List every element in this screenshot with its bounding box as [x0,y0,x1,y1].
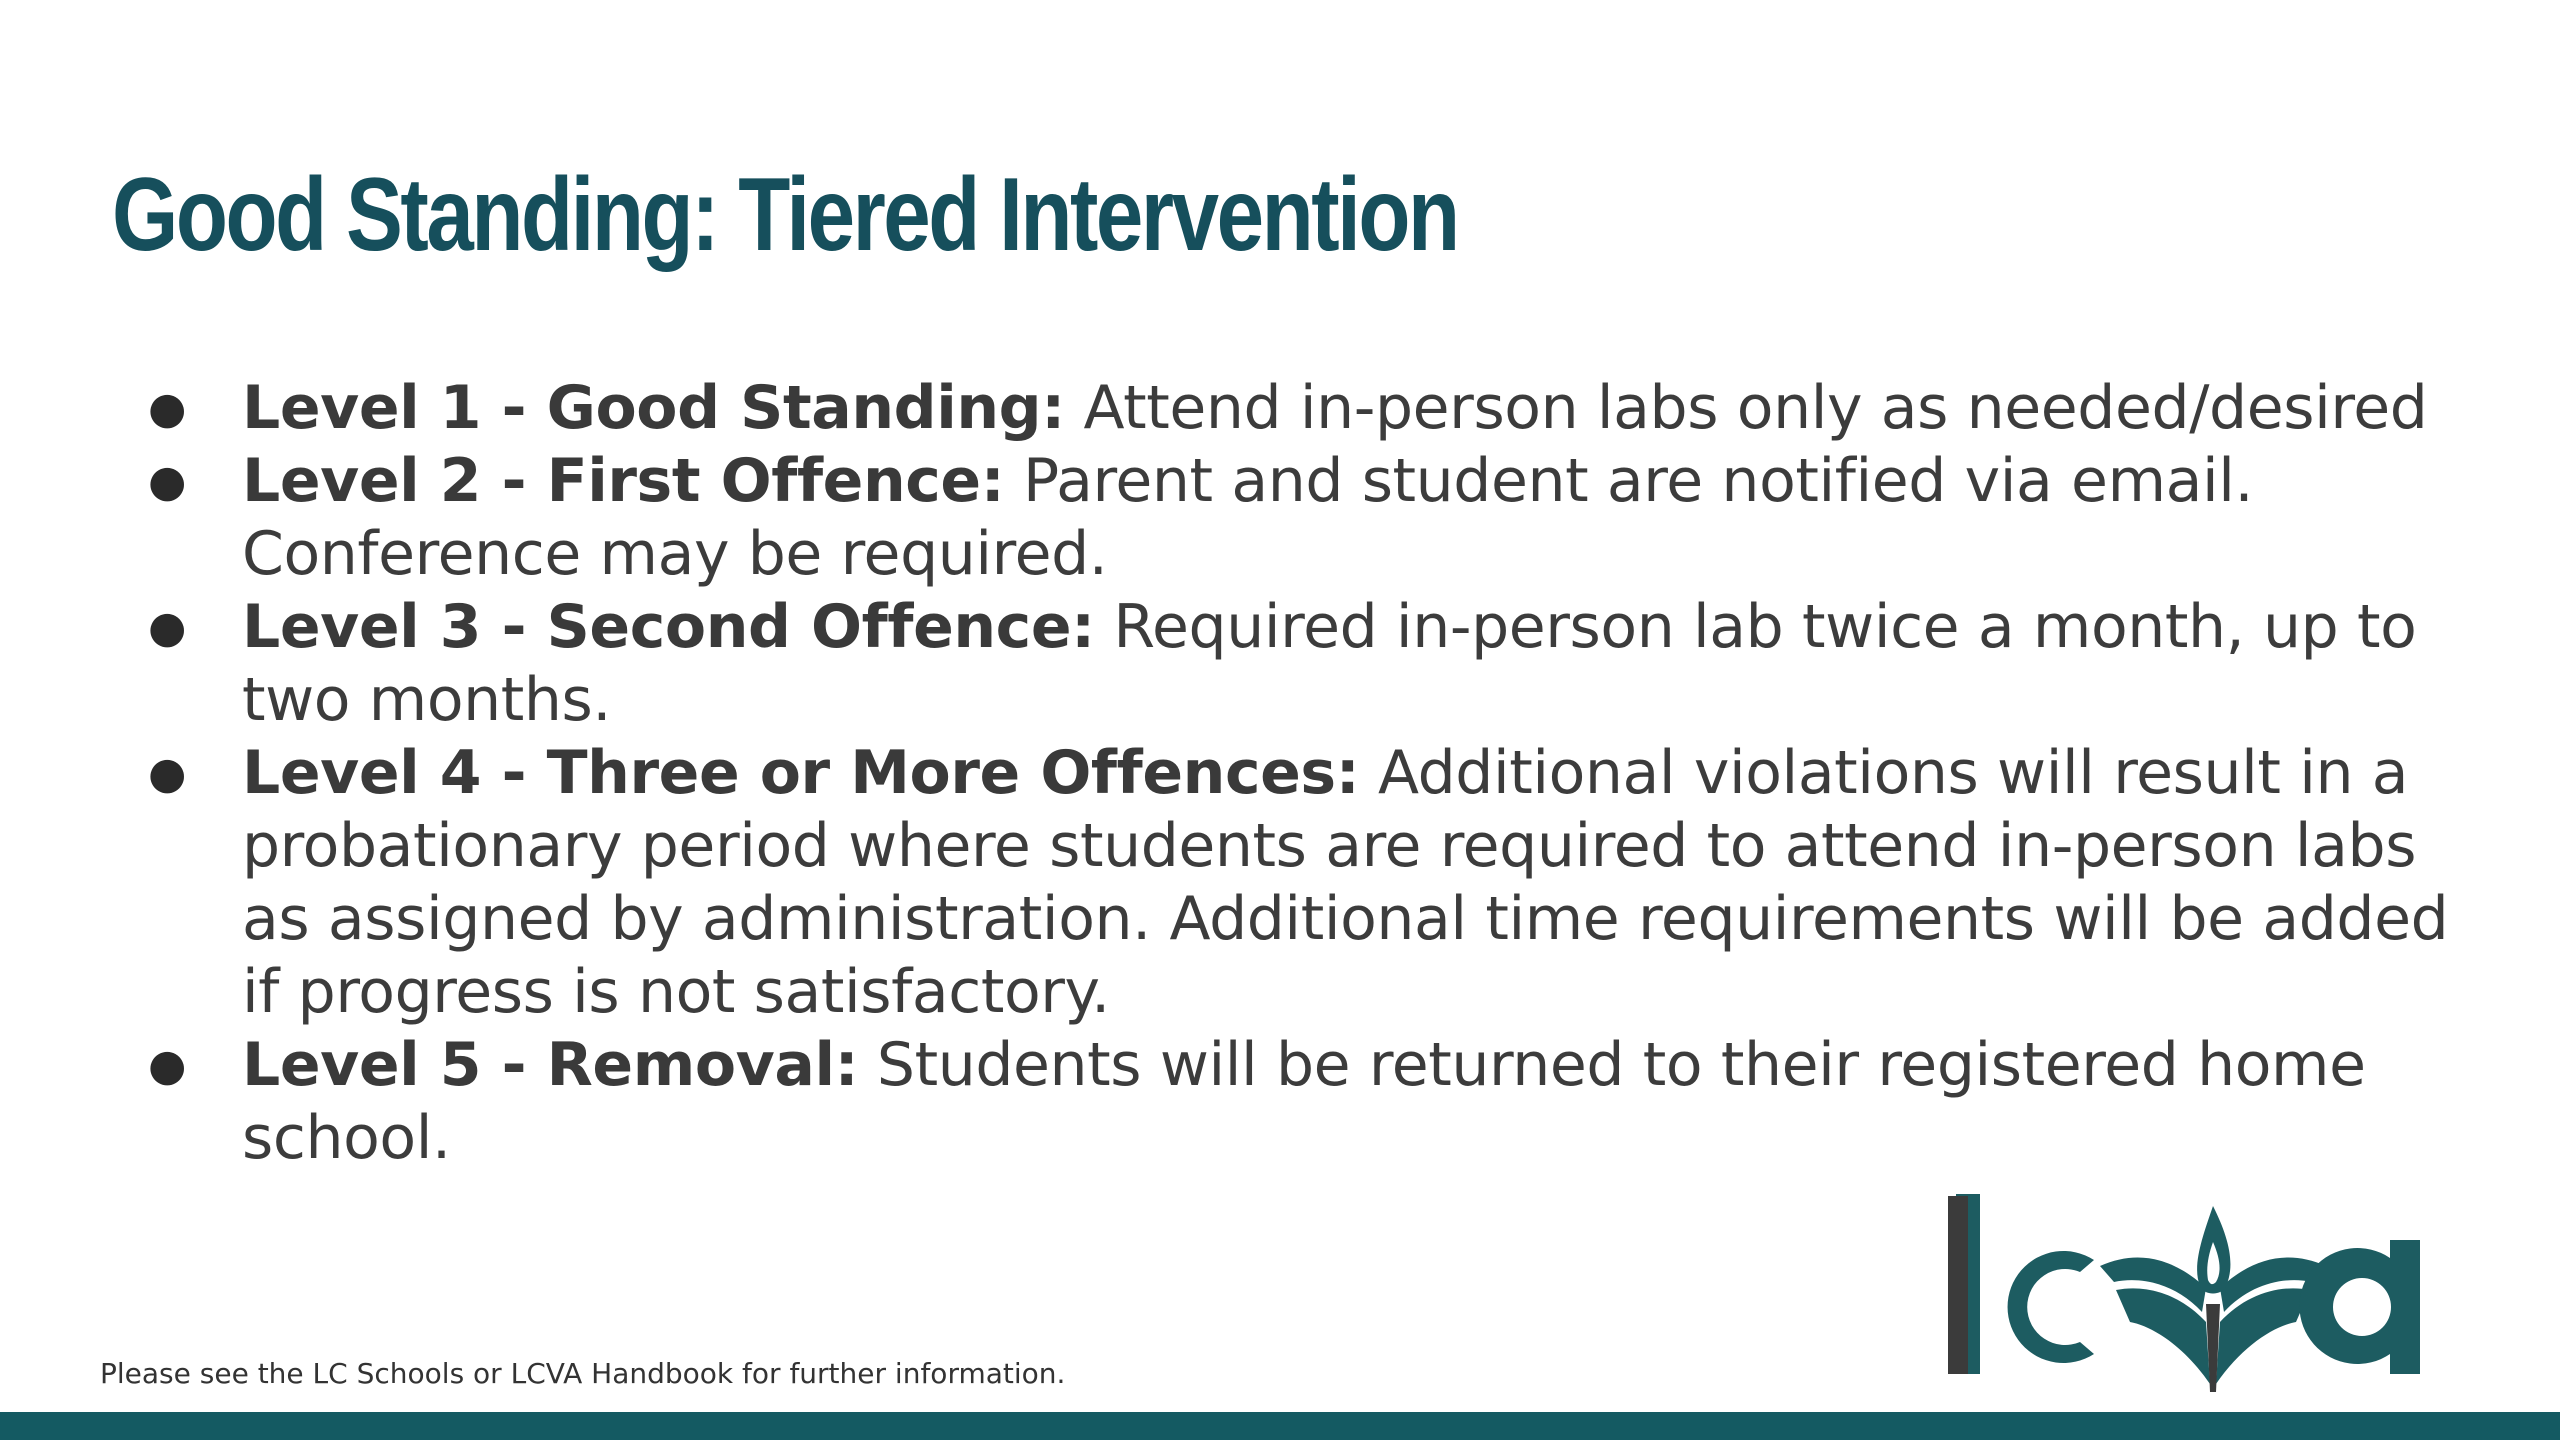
level-description: Attend in-person labs only as needed/desired [1064,373,2428,443]
list-item [142,591,2472,737]
bullet-icon: ● [148,383,186,434]
logo-letter-c [2008,1251,2094,1363]
level-label: Level 4 - Three or More Offences: [242,738,1360,808]
logo-letter-a [2299,1240,2420,1374]
bullet-icon: ● [148,1040,186,1091]
level-description: Parent and student are notified via email. Conference may be required. [242,446,2254,589]
lcva-logo [1944,1186,2460,1398]
level-label: Level 1 - Good Standing: [242,373,1065,443]
bottom-bar [0,1412,2560,1440]
list-item [142,1029,2472,1175]
bullet-icon: ● [148,748,186,799]
level-label: Level 2 - First Offence: [242,446,1005,516]
level-label: Level 5 - Removal: [242,1030,859,1100]
footer-note: Please see the LC Schools or LCVA Handbook for further information. [100,1357,1066,1390]
list-item [142,445,2472,591]
list-item [142,737,2472,1029]
bullet-icon: ● [148,456,186,507]
list-item [142,372,2472,445]
level-description: Required in-person lab twice a month, up to two months. [242,592,2417,735]
slide-title: Good Standing: Tiered Intervention [112,157,1458,273]
level-description: Students will be returned to their registered home school. [242,1030,2366,1173]
intervention-levels-list [142,372,2472,1175]
level-label: Level 3 - Second Offence: [242,592,1095,662]
torch-book-icon [2100,1206,2326,1392]
level-description: Additional violations will result in a probationary period where students are required to attend in-person labs as assigned by administration. Additional time requirements will be added if progress is not satisfactory. [242,738,2449,1027]
bullet-icon: ● [148,602,186,653]
